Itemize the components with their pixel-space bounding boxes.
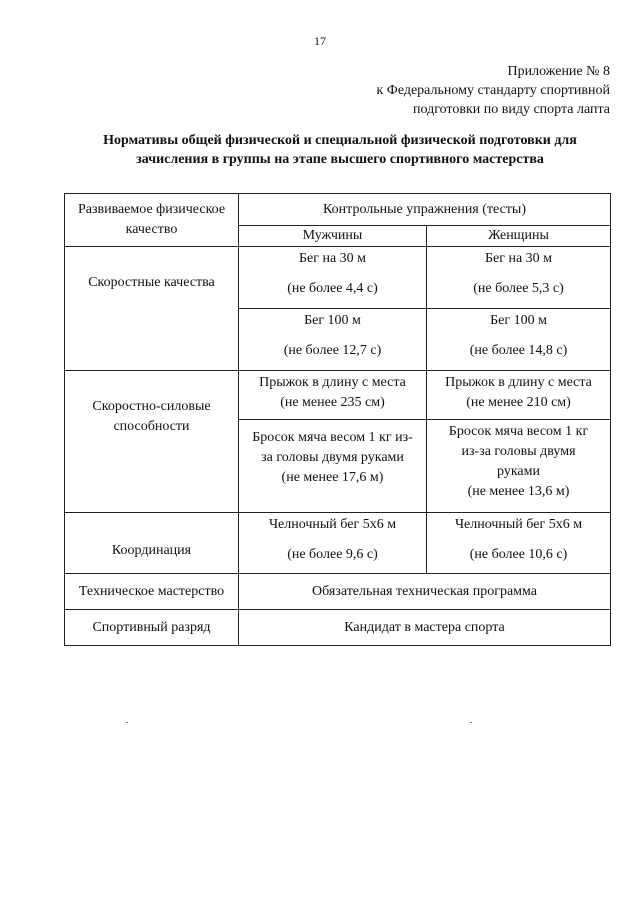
appendix-line-3: подготовки по виду спорта лапта [412,102,610,117]
header-row-1 [65,194,611,226]
cell-shuttle-women: Челночный бег 5х6 м (не более 10,6 с) [427,513,611,574]
quality-rank: Спортивный разряд [65,610,239,646]
cell-run30-men: Бег на 30 м (не более 4,4 с) [239,247,427,309]
cell-jump-women: Прыжок в длину с места (не менее 210 см) [427,371,611,420]
table-row [65,513,611,574]
table-row [65,574,611,610]
quality-power: Скоростно-силовые способности [65,371,239,513]
table-row [65,610,611,646]
quality-coordination: Координация [65,513,239,574]
cell-throw-men: Бросок мяча весом 1 кг из-за головы двумя руками (не менее 17,6 м) [239,420,427,513]
cell-run100-women: Бег 100 м (не более 14,8 с) [427,309,611,371]
title-line-1: Нормативы общей физической и специальной физической подготовки для [103,133,577,148]
table-row [65,371,611,420]
cell-rank-value: Кандидат в мастера спорта [239,610,611,646]
cell-jump-men: Прыжок в длину с места (не менее 235 см) [239,371,427,420]
header-men: Мужчины [239,226,427,247]
appendix-line-1: Приложение № 8 [507,64,610,79]
quality-speed: Скоростные качества [65,247,239,371]
appendix-header [376,62,610,119]
norms-table [64,193,611,646]
cell-technique-value: Обязательная техническая программа [239,574,611,610]
scan-speck [126,722,128,723]
scan-speck [470,722,472,723]
quality-technique: Техническое мастерство [65,574,239,610]
cell-shuttle-men: Челночный бег 5х6 м (не более 9,6 с) [239,513,427,574]
cell-run30-women: Бег на 30 м (не более 5,3 с) [427,247,611,309]
header-women: Женщины [427,226,611,247]
page-number: 17 [314,34,326,48]
table-row [65,247,611,309]
document-title [60,131,620,169]
title-line-2: зачисления в группы на этапе высшего спортивного мастерства [136,152,544,167]
cell-run100-men: Бег 100 м (не более 12,7 с) [239,309,427,371]
appendix-line-2: к Федеральному стандарту спортивной [376,83,610,98]
cell-throw-women: Бросок мяча весом 1 кг из-за головы двумя руками (не менее 13,6 м) [427,420,611,513]
header-tests: Контрольные упражнения (тесты) [239,194,611,226]
header-quality: Развиваемое физическое качество [65,194,239,247]
